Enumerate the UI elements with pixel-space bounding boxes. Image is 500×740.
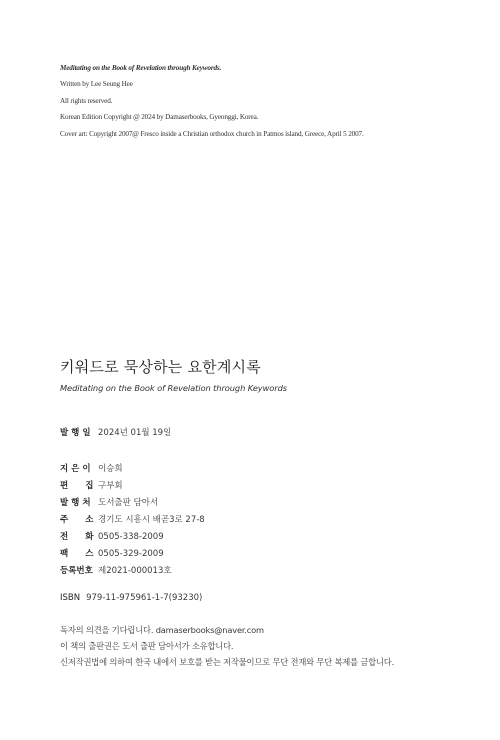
detail-value: 경기도 시흥시 배곧3로 27-8 xyxy=(98,515,205,525)
publish-date-value: 2024년 01월 19일 xyxy=(98,428,172,438)
detail-value: 도서출판 담아서 xyxy=(98,498,159,508)
book-title: 키워드로 묵상하는 요한계시록 xyxy=(60,358,261,376)
copyright-block xyxy=(60,60,480,142)
detail-label: 편 집 xyxy=(60,481,94,491)
english-title: Meditating on the Book of Revelation through Keywords. xyxy=(60,64,222,72)
detail-value: 구부회 xyxy=(98,481,123,491)
publish-date-label: 발 행 일 xyxy=(60,428,91,438)
registration-row xyxy=(60,564,172,576)
detail-value: 0505-329-2009 xyxy=(98,549,164,559)
detail-value: 이승희 xyxy=(98,464,123,474)
detail-label: 주 소 xyxy=(60,515,94,525)
detail-label: 등록번호 xyxy=(60,566,93,576)
detail-value: 0505-338-2009 xyxy=(98,532,164,542)
detail-label: 전 화 xyxy=(60,532,94,542)
detail-value: 제2021-000013호 xyxy=(98,566,172,576)
address-row xyxy=(60,513,205,525)
phone-row xyxy=(60,530,164,542)
isbn-label: ISBN xyxy=(60,593,81,603)
notice-block xyxy=(60,622,394,670)
isbn-value: 979-11-975961-1-7(93230) xyxy=(86,593,203,603)
detail-label: 지 은 이 xyxy=(60,464,91,474)
publishing-rights-note: 이 책의 출판권은 도서 출판 담아서가 소유합니다. xyxy=(60,641,234,651)
detail-label: 팩 스 xyxy=(60,549,94,559)
copyright-law-note: 신저작권법에 의하여 한국 내에서 보호를 받는 저작물이므로 무단 전재와 무단 복제를 금합니다. xyxy=(60,657,395,667)
detail-label: 발 행 처 xyxy=(60,498,91,508)
editor-row xyxy=(60,479,123,491)
cover-art-line: Cover art: Copyright 2007@ Fresco inside a Christian orthodox church in Patmos island, Greece, April 5 2007. xyxy=(60,129,364,138)
isbn-row xyxy=(60,593,202,603)
author-line: Written by Lee Seung Hee xyxy=(60,80,133,89)
edition-line: Korean Edition Copyright @ 2024 by Damaserbooks, Gyeonggi, Korea. xyxy=(60,113,259,122)
reader-feedback-note: 독자의 의견을 기다립니다. damaserbooks@naver.com xyxy=(60,625,264,635)
book-subtitle: Meditating on the Book of Revelation through Keywords xyxy=(60,383,287,393)
fax-row xyxy=(60,547,164,559)
rights-line: All rights reserved. xyxy=(60,96,113,105)
publisher-row xyxy=(60,496,158,508)
author-row xyxy=(60,462,123,474)
publish-date-row xyxy=(60,426,171,438)
